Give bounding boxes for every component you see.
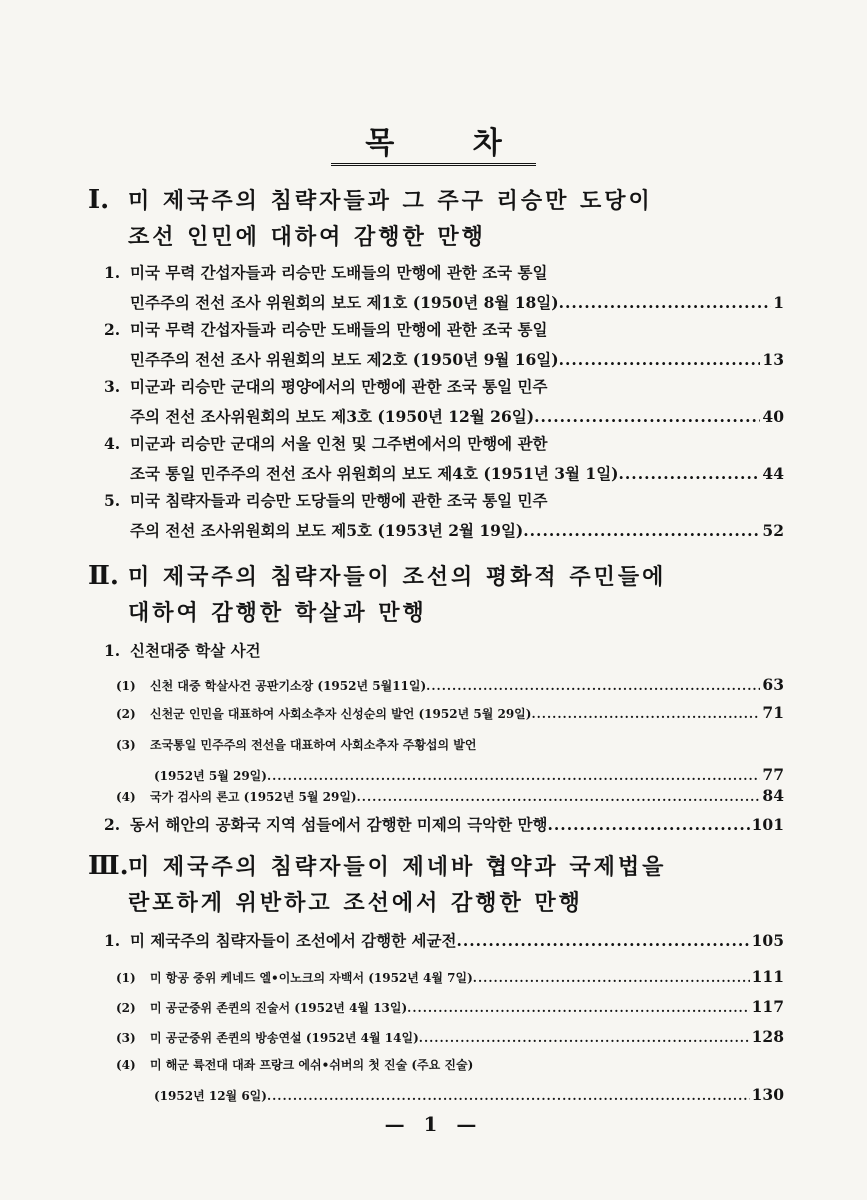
section-title-line2: 조선 인민에 대하여 감행한 만행 (128, 224, 486, 250)
entry-number: 3. (104, 377, 121, 396)
toc-subentry[interactable] (116, 698, 784, 729)
subentry-number: (2) (116, 707, 136, 721)
entry-text: 동서 해안의 공화국 지역 섬들에서 감행한 미제의 극악한 만행 (130, 815, 548, 834)
dot-leader (456, 926, 749, 956)
toc-entry[interactable] (104, 315, 784, 375)
dot-leader (407, 993, 749, 1023)
page-number: 1 (773, 293, 784, 312)
entry-text: 미 제국주의 침략자들이 조선에서 감행한 세균전 (130, 931, 457, 950)
dot-leader (419, 1023, 750, 1053)
page-number: 101 (751, 815, 784, 834)
dot-leader (548, 810, 750, 840)
subentry-number: (4) (116, 790, 136, 804)
subentry-text-line2: (1952년 5월 29일) (154, 769, 267, 783)
section-title-line1: 미 제국주의 침략자들이 제네바 협약과 국제법을 (128, 854, 667, 880)
page-number: 13 (762, 350, 784, 369)
entry-text: 신천대중 학살 사건 (130, 641, 261, 660)
subentry-text-line2: (1952년 12월 6일) (154, 1089, 267, 1103)
entry-text: 미군과 리승만 군대의 서울 인천 및 그주변에서의 만행에 관한 (130, 434, 548, 453)
dot-leader (559, 288, 772, 318)
page-number: 40 (762, 407, 784, 426)
entry-number: 1. (104, 931, 121, 950)
subentry-text: 신천군 인민을 대표하여 사회소추자 신성순의 발언 (1952년 5월 29일) (150, 707, 532, 721)
toc-entry[interactable] (104, 258, 784, 318)
page-number: 63 (762, 675, 784, 694)
entry-number: 2. (104, 320, 121, 339)
dot-leader (559, 345, 761, 375)
toc-entry[interactable] (104, 926, 784, 956)
toc-subentry[interactable] (116, 992, 784, 1023)
entry-text-line2: 주의 전선 조사위원회의 보도 제3호 (1950년 12월 26일) (130, 407, 535, 426)
subentry-text: 국가 검사의 론고 (1952년 5월 29일) (150, 790, 357, 804)
toc-subentry[interactable] (116, 781, 784, 812)
entry-text: 미군과 리승만 군대의 평양에서의 만행에 관한 조국 통일 민주 (130, 377, 548, 396)
page-number: 44 (762, 464, 784, 483)
section-title-line2: 대하여 감행한 학살과 만행 (128, 600, 427, 626)
toc-subentry[interactable] (116, 670, 784, 701)
section-heading-1 (88, 182, 748, 255)
dot-leader (473, 963, 750, 993)
section-numeral: Ⅱ. (88, 561, 119, 591)
entry-text-line2: 주의 전선 조사위원회의 보도 제5호 (1953년 2월 19일) (130, 521, 524, 540)
subentry-number: (2) (116, 1001, 136, 1015)
page-number: 71 (762, 703, 784, 722)
toc-entry[interactable] (104, 486, 784, 546)
entry-text-line2: 민주주의 전선 조사 위원회의 보도 제1호 (1950년 8월 18일) (130, 293, 559, 312)
subentry-text: 미 해군 륙전대 대좌 프랑크 에쉬•쉬버의 첫 진술 (주요 진술) (150, 1058, 474, 1072)
subentry-number: (3) (116, 738, 136, 752)
page-number: 128 (751, 1027, 784, 1046)
entry-number: 2. (104, 815, 121, 834)
page-number: 84 (762, 786, 784, 805)
section-title-line2: 란포하게 위반하고 조선에서 감행한 만행 (128, 890, 583, 916)
toc-entry[interactable] (104, 372, 784, 432)
toc-subentry[interactable] (116, 962, 784, 993)
entry-text: 미국 무력 간섭자들과 리승만 도배들의 만행에 관한 조국 통일 (130, 320, 548, 339)
section-title-line1: 미 제국주의 침략자들이 조선의 평화적 주민들에 (128, 564, 667, 590)
page-number: 77 (762, 765, 784, 784)
entry-number: 5. (104, 491, 121, 510)
subentry-text: 조국통일 민주주의 전선을 대표하여 사회소추자 주황섭의 발언 (150, 738, 477, 752)
section-numeral: Ⅰ. (88, 185, 110, 215)
page-number: 52 (762, 521, 784, 540)
section-heading-3 (88, 848, 748, 921)
page-footer-number: — 1 — (384, 1112, 483, 1136)
entry-text: 미국 침략자들과 리승만 도당들의 만행에 관한 조국 통일 민주 (130, 491, 548, 510)
page-number: 105 (751, 931, 784, 950)
entry-number: 1. (104, 263, 121, 282)
dot-leader (523, 516, 760, 546)
subentry-number: (4) (116, 1058, 136, 1072)
dot-leader (534, 402, 760, 432)
subentry-text: 미 항공 중위 케네드 엘•이노크의 자백서 (1952년 4월 7일) (150, 971, 473, 985)
entry-number: 1. (104, 641, 121, 660)
subentry-text: 미 공군중위 존퀸의 진술서 (1952년 4월 13일) (150, 1001, 408, 1015)
page-number: 130 (751, 1085, 784, 1104)
section-heading-2 (88, 558, 748, 631)
subentry-number: (3) (116, 1031, 136, 1045)
entry-number: 4. (104, 434, 121, 453)
dot-leader (531, 699, 760, 729)
page-number: 117 (751, 997, 784, 1016)
subentry-text: 신천 대중 학살사건 공판기소장 (1952년 5월11일) (150, 679, 427, 693)
entry-text-line2: 조국 통일 민주주의 전선 조사 위원회의 보도 제4호 (1951년 3월 1일) (130, 464, 619, 483)
toc-entry[interactable] (104, 810, 784, 840)
subentry-number: (1) (116, 971, 136, 985)
subentry-number: (1) (116, 679, 136, 693)
dot-leader (267, 1081, 750, 1111)
entry-text: 미국 무력 간섭자들과 리승만 도배들의 만행에 관한 조국 통일 (130, 263, 548, 282)
toc-entry[interactable] (104, 429, 784, 489)
subentry-text: 미 공군중위 존퀸의 방송연설 (1952년 4월 14일) (150, 1031, 419, 1045)
entry-text-line2: 민주주의 전선 조사 위원회의 보도 제2호 (1950년 9월 16일) (130, 350, 559, 369)
dot-leader (426, 671, 760, 701)
page-number: 111 (751, 967, 784, 986)
section-numeral: Ⅲ. (88, 851, 129, 881)
section-title-line1: 미 제국주의 침략자들과 그 주구 리승만 도당이 (128, 188, 653, 214)
toc-subentry[interactable] (116, 1050, 784, 1111)
toc-entry[interactable] (104, 636, 784, 666)
toc-subentry[interactable] (116, 1022, 784, 1053)
page-title: 목 차 (0, 118, 867, 162)
dot-leader (619, 459, 761, 489)
dot-leader (357, 782, 761, 812)
